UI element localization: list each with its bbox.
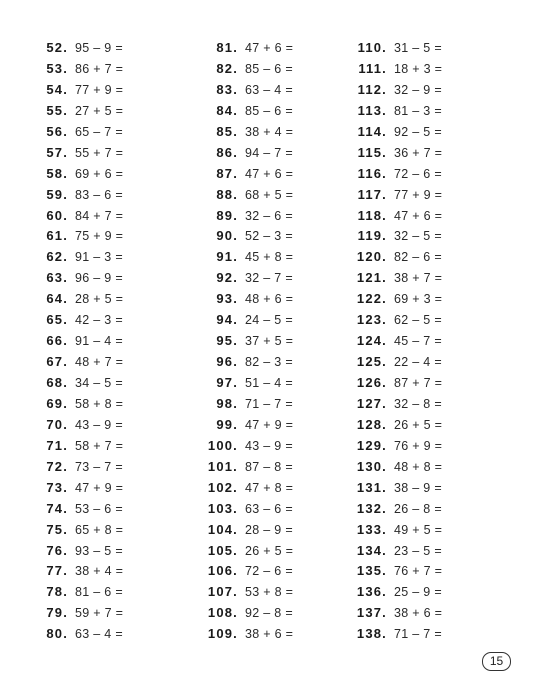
problem-number: 110. — [357, 40, 387, 55]
problem-row — [40, 310, 200, 331]
problem-expression: 93 – 5 = — [75, 543, 123, 558]
problem-number: 69. — [46, 395, 68, 411]
problem-expression: 45 – 7 = — [394, 334, 442, 349]
problem-number: 54. — [46, 81, 68, 97]
problem-row — [343, 268, 513, 289]
problem-row — [40, 457, 200, 478]
problem-expression: 22 – 4 = — [394, 355, 442, 370]
problem-expression: 32 – 5 = — [394, 229, 442, 244]
problem-number: 91. — [216, 249, 238, 265]
problem-number: 102. — [207, 479, 238, 495]
problem-number: 61. — [46, 228, 68, 244]
problem-row — [343, 185, 513, 206]
problem-expression: 58 + 8 = — [75, 396, 124, 411]
problem-number: 96. — [216, 354, 238, 370]
problem-number: 105. — [207, 542, 238, 558]
problem-number: 134. — [356, 542, 387, 558]
problem-expression: 47 + 6 = — [245, 41, 294, 55]
problem-row — [40, 80, 200, 101]
problem-number: 81. — [216, 40, 238, 55]
problem-expression: 83 – 6 = — [75, 187, 123, 202]
problem-expression: 58 + 7 = — [75, 438, 124, 453]
problem-number: 119. — [357, 228, 387, 244]
problem-number: 66. — [46, 333, 68, 349]
problem-expression: 48 + 6 = — [245, 292, 294, 307]
problem-number: 74. — [46, 500, 68, 516]
problem-row — [40, 268, 200, 289]
problem-expression: 38 + 4 = — [245, 124, 294, 139]
problem-expression: 94 – 7 = — [245, 145, 293, 160]
problem-expression: 92 – 5 = — [394, 124, 442, 139]
problem-row — [343, 561, 513, 582]
problem-expression: 26 + 5 = — [394, 417, 443, 432]
problem-expression: 73 – 7 = — [75, 459, 123, 474]
problem-row — [343, 415, 513, 436]
problem-expression: 59 + 7 = — [75, 606, 124, 621]
problem-number: 62. — [46, 249, 68, 265]
problem-number: 126. — [356, 375, 387, 390]
problem-number: 83. — [216, 81, 238, 97]
problem-number: 64. — [46, 291, 68, 307]
problem-number: 79. — [46, 605, 68, 621]
problem-number: 86. — [216, 144, 238, 160]
problem-number: 132. — [356, 500, 387, 516]
problem-row — [343, 122, 513, 143]
problem-row — [40, 164, 200, 185]
problem-row — [343, 226, 513, 247]
problem-number: 87. — [216, 165, 238, 181]
problem-number: 129. — [356, 437, 387, 453]
problem-row — [343, 59, 513, 80]
problem-row — [343, 143, 513, 164]
problem-row — [40, 122, 200, 143]
problem-row — [194, 624, 354, 645]
problem-row — [343, 352, 513, 373]
problem-number: 128. — [356, 416, 387, 432]
problem-number: 89. — [216, 207, 238, 223]
problem-number: 115. — [357, 144, 387, 160]
problem-expression: 26 – 8 = — [394, 501, 442, 516]
problem-row — [343, 310, 513, 331]
problem-expression: 82 – 3 = — [245, 355, 293, 370]
problem-number: 68. — [46, 375, 68, 390]
problem-number: 72. — [46, 458, 68, 474]
problem-expression: 53 – 6 = — [75, 501, 123, 516]
problem-expression: 38 + 6 = — [394, 606, 443, 621]
problem-row — [194, 206, 354, 227]
problem-number: 114. — [357, 123, 387, 139]
problem-expression: 47 + 9 = — [75, 480, 124, 495]
problem-expression: 65 – 7 = — [75, 124, 123, 139]
problem-row — [194, 373, 354, 394]
problem-number: 123. — [356, 312, 387, 328]
problem-row — [194, 59, 354, 80]
problem-expression: 71 – 7 = — [394, 627, 442, 642]
problem-expression: 51 – 4 = — [245, 376, 293, 390]
problem-number: 82. — [216, 60, 238, 76]
problem-number: 60. — [46, 207, 68, 223]
problem-row — [40, 520, 200, 541]
problem-expression: 72 – 6 = — [245, 564, 293, 579]
problem-expression: 23 – 5 = — [394, 543, 442, 558]
problem-expression: 28 – 9 = — [245, 522, 293, 537]
problem-row — [40, 603, 200, 624]
problem-number: 138. — [356, 626, 387, 642]
problem-number: 78. — [46, 584, 68, 600]
problem-row — [40, 394, 200, 415]
problem-expression: 68 + 5 = — [245, 187, 294, 202]
problem-expression: 76 + 7 = — [394, 564, 443, 579]
problem-row — [40, 582, 200, 603]
problem-expression: 34 – 5 = — [75, 376, 123, 390]
problem-number: 137. — [356, 605, 387, 621]
problem-expression: 47 + 6 = — [394, 208, 443, 223]
problem-number: 73. — [46, 479, 68, 495]
problem-expression: 87 – 8 = — [245, 459, 293, 474]
problem-expression: 85 – 6 = — [245, 103, 293, 118]
problem-row — [194, 268, 354, 289]
problem-row — [194, 226, 354, 247]
problem-number: 125. — [356, 354, 387, 370]
problem-row — [40, 59, 200, 80]
problem-number: 55. — [46, 102, 68, 118]
problem-number: 133. — [356, 521, 387, 537]
problem-number: 85. — [216, 123, 238, 139]
problem-row — [343, 289, 513, 310]
problem-expression: 48 + 7 = — [75, 355, 124, 370]
problem-row — [194, 541, 354, 562]
problem-number: 101. — [207, 458, 238, 474]
problem-row — [343, 603, 513, 624]
problem-row — [194, 80, 354, 101]
problem-expression: 84 + 7 = — [75, 208, 124, 223]
problem-number: 98. — [216, 395, 238, 411]
problem-row — [343, 164, 513, 185]
problem-expression: 63 – 4 = — [75, 627, 123, 642]
problem-row — [194, 289, 354, 310]
problem-expression: 91 – 4 = — [75, 334, 123, 349]
problem-row — [194, 561, 354, 582]
problem-expression: 32 – 9 = — [394, 82, 442, 97]
problem-expression: 52 – 3 = — [245, 229, 293, 244]
problem-expression: 32 – 8 = — [394, 396, 442, 411]
problem-number: 56. — [46, 123, 68, 139]
problem-number: 131. — [356, 479, 387, 495]
problem-expression: 42 – 3 = — [75, 313, 123, 328]
problem-expression: 85 – 6 = — [245, 61, 293, 76]
problem-row — [343, 499, 513, 520]
problem-row — [40, 352, 200, 373]
problem-expression: 32 – 6 = — [245, 208, 293, 223]
problem-expression: 92 – 8 = — [245, 606, 293, 621]
problem-row — [40, 143, 200, 164]
problem-expression: 43 – 9 = — [245, 438, 293, 453]
problem-expression: 91 – 3 = — [75, 250, 123, 265]
problem-row — [194, 520, 354, 541]
problem-number: 77. — [46, 563, 68, 579]
problem-number: 135. — [356, 563, 387, 579]
problem-row — [194, 582, 354, 603]
problem-row — [40, 561, 200, 582]
problem-number: 108. — [207, 605, 238, 621]
problem-expression: 38 + 6 = — [245, 627, 294, 642]
problem-row — [343, 101, 513, 122]
problem-expression: 71 – 7 = — [245, 396, 293, 411]
problem-row — [343, 394, 513, 415]
problem-number: 127. — [356, 395, 387, 411]
problem-number: 117. — [357, 186, 387, 202]
problem-number: 118. — [357, 207, 387, 223]
problem-row — [194, 122, 354, 143]
problem-row — [194, 185, 354, 206]
problem-row — [343, 478, 513, 499]
problem-number: 104. — [207, 521, 238, 537]
problem-row — [194, 457, 354, 478]
problem-row — [40, 247, 200, 268]
problem-row — [194, 247, 354, 268]
problem-expression: 38 + 7 = — [394, 271, 443, 286]
problem-expression: 96 – 9 = — [75, 271, 123, 286]
problem-number: 80. — [46, 626, 68, 642]
problem-expression: 69 + 6 = — [75, 166, 124, 181]
problem-number: 92. — [216, 270, 238, 286]
problem-number: 70. — [46, 416, 68, 432]
problem-number: 136. — [356, 584, 387, 600]
problem-number: 130. — [356, 458, 387, 474]
problem-row — [343, 457, 513, 478]
problem-expression: 31 – 5 = — [394, 41, 442, 55]
problem-row — [194, 38, 354, 59]
problem-expression: 76 + 9 = — [394, 438, 443, 453]
problem-column-3 — [343, 38, 513, 645]
problem-row — [40, 38, 200, 59]
problem-number: 111. — [358, 60, 387, 76]
problem-number: 90. — [216, 228, 238, 244]
problem-expression: 69 + 3 = — [394, 292, 443, 307]
problem-expression: 47 + 8 = — [245, 480, 294, 495]
problem-number: 75. — [46, 521, 68, 537]
problem-row — [343, 38, 513, 59]
problem-row — [194, 394, 354, 415]
problem-number: 67. — [46, 354, 68, 370]
problem-expression: 48 + 8 = — [394, 459, 443, 474]
problem-row — [40, 436, 200, 457]
problem-row — [40, 206, 200, 227]
problem-row — [40, 289, 200, 310]
problem-row — [194, 143, 354, 164]
problem-expression: 63 – 4 = — [245, 82, 293, 97]
problem-row — [194, 101, 354, 122]
problem-expression: 82 – 6 = — [394, 250, 442, 265]
problem-expression: 25 – 9 = — [394, 585, 442, 600]
problem-number: 88. — [216, 186, 238, 202]
problem-row — [194, 436, 354, 457]
problem-number: 106. — [207, 563, 238, 579]
problem-number: 53. — [46, 60, 68, 76]
problem-number: 107. — [207, 584, 238, 600]
problem-row — [40, 331, 200, 352]
problem-row — [194, 331, 354, 352]
problem-row — [40, 185, 200, 206]
problem-expression: 81 – 3 = — [394, 103, 442, 118]
problem-expression: 38 + 4 = — [75, 564, 124, 579]
problem-number: 58. — [46, 165, 68, 181]
problem-expression: 81 – 6 = — [75, 585, 123, 600]
problem-row — [40, 373, 200, 394]
page-number: 15 — [482, 652, 511, 671]
problem-number: 99. — [216, 416, 238, 432]
problem-expression: 47 + 9 = — [245, 417, 294, 432]
problem-row — [343, 582, 513, 603]
problem-expression: 37 + 5 = — [245, 334, 294, 349]
problem-row — [40, 415, 200, 436]
problem-number: 65. — [46, 312, 68, 328]
problem-number: 52. — [46, 40, 68, 55]
problem-number: 94. — [216, 312, 238, 328]
problem-row — [343, 331, 513, 352]
problem-row — [343, 80, 513, 101]
problem-row — [194, 603, 354, 624]
problem-row — [40, 101, 200, 122]
problem-expression: 86 + 7 = — [75, 61, 124, 76]
problem-number: 76. — [46, 542, 68, 558]
problem-row — [343, 541, 513, 562]
problem-expression: 18 + 3 = — [394, 61, 443, 76]
problem-expression: 36 + 7 = — [394, 145, 443, 160]
problem-expression: 77 + 9 = — [394, 187, 443, 202]
problem-number: 116. — [357, 165, 387, 181]
problem-number: 95. — [216, 333, 238, 349]
problem-row — [343, 247, 513, 268]
problem-expression: 65 + 8 = — [75, 522, 124, 537]
problem-expression: 49 + 5 = — [394, 522, 443, 537]
problem-expression: 55 + 7 = — [75, 145, 124, 160]
problem-row — [343, 436, 513, 457]
problem-row — [194, 478, 354, 499]
problem-expression: 75 + 9 = — [75, 229, 124, 244]
problem-number: 100. — [207, 437, 238, 453]
problem-row — [194, 415, 354, 436]
problem-expression: 24 – 5 = — [245, 313, 293, 328]
problem-number: 109. — [207, 626, 238, 642]
problem-column-2 — [194, 38, 354, 645]
problem-row — [40, 478, 200, 499]
problem-row — [194, 164, 354, 185]
problem-expression: 53 + 8 = — [245, 585, 294, 600]
problem-row — [40, 624, 200, 645]
problem-expression: 72 – 6 = — [394, 166, 442, 181]
problem-expression: 47 + 6 = — [245, 166, 294, 181]
problem-column-1 — [40, 38, 200, 645]
problem-number: 120. — [356, 249, 387, 265]
problem-number: 93. — [216, 291, 238, 307]
problem-expression: 32 – 7 = — [245, 271, 293, 286]
problem-expression: 43 – 9 = — [75, 417, 123, 432]
problem-number: 59. — [46, 186, 68, 202]
problem-row — [40, 541, 200, 562]
problem-number: 63. — [46, 270, 68, 286]
problem-row — [343, 520, 513, 541]
problem-expression: 45 + 8 = — [245, 250, 294, 265]
problem-row — [194, 310, 354, 331]
problem-number: 97. — [216, 375, 238, 390]
problem-expression: 38 – 9 = — [394, 480, 442, 495]
problem-expression: 77 + 9 = — [75, 82, 124, 97]
problem-row — [194, 499, 354, 520]
problem-number: 71. — [46, 437, 68, 453]
problem-expression: 87 + 7 = — [394, 376, 443, 390]
problem-row — [40, 226, 200, 247]
problem-row — [194, 352, 354, 373]
problem-number: 121. — [356, 270, 387, 286]
problem-number: 84. — [216, 102, 238, 118]
problem-expression: 63 – 6 = — [245, 501, 293, 516]
problem-number: 112. — [357, 81, 387, 97]
problem-number: 103. — [207, 500, 238, 516]
problem-expression: 27 + 5 = — [75, 103, 124, 118]
problem-row — [343, 206, 513, 227]
problem-row — [40, 499, 200, 520]
problem-row — [343, 624, 513, 645]
problem-number: 113. — [357, 102, 387, 118]
problem-number: 124. — [356, 333, 387, 349]
problem-row — [343, 373, 513, 394]
problem-number: 57. — [46, 144, 68, 160]
problem-expression: 62 – 5 = — [394, 313, 442, 328]
problem-number: 122. — [356, 291, 387, 307]
problem-expression: 28 + 5 = — [75, 292, 124, 307]
problem-expression: 95 – 9 = — [75, 41, 123, 55]
problem-expression: 26 + 5 = — [245, 543, 294, 558]
